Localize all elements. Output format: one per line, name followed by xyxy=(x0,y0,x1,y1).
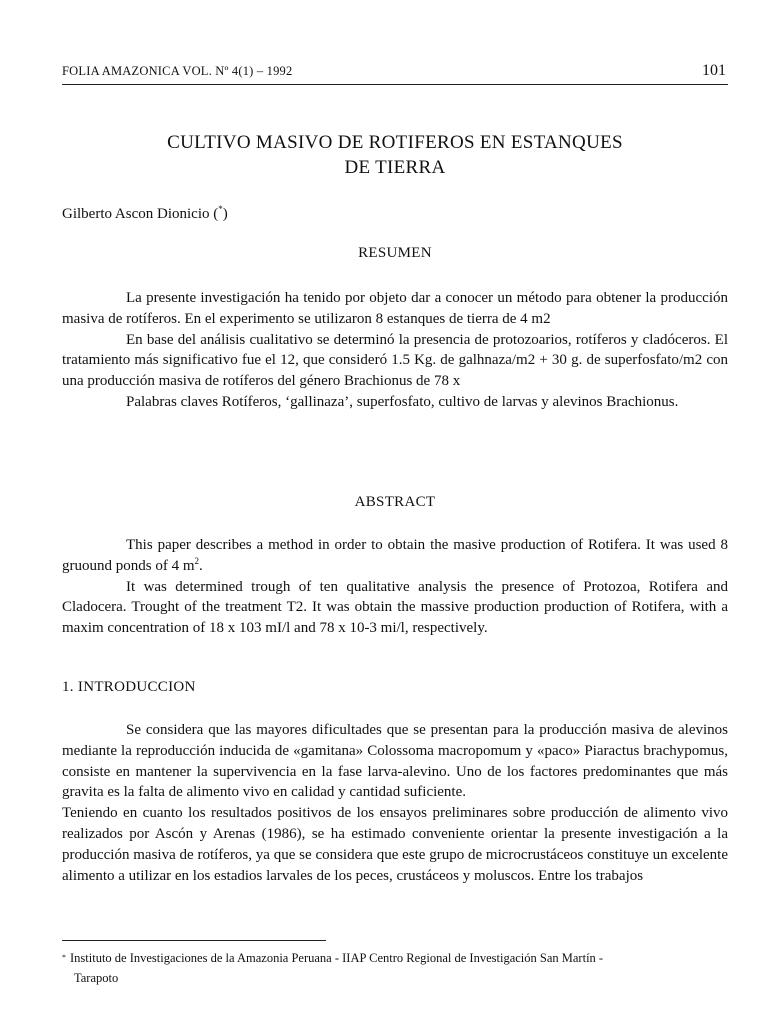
footnote-text-1: Instituto de Investigaciones de la Amazonia Peruana - IIAP Centro Regional de Investigación San Martín - xyxy=(70,951,604,965)
footnote-line-1 xyxy=(62,948,728,968)
introduccion-heading: 1. INTRODUCCION xyxy=(62,679,196,695)
running-header xyxy=(62,62,728,85)
abstract-p1-end: . xyxy=(199,557,203,574)
journal-citation: FOLIA AMAZONICA VOL. Nº 4(1) – 1992 xyxy=(62,64,293,78)
title-line-2: DE TIERRA xyxy=(344,157,446,178)
resumen-keywords: Palabras claves Rotíferos, ‘gallinaza’, superfosfato, cultivo de larvas y alevinos Brachionus. xyxy=(126,393,679,410)
abstract-p1-text: This paper describes a method in order to obtain the masive production of Rotifera. It was used 8 gruound ponds of 4 m xyxy=(62,537,728,574)
footnote xyxy=(62,948,728,988)
author-close: ) xyxy=(222,206,228,222)
introduccion-paragraph-1: Se considera que las mayores dificultades que se presentan para la producción masiva de alevinos mediante la reproducción inducida de «gamitana» Colossoma macropomum y «paco» Piaractus brachypomus, consiste en mantener la supervivencia en la fase larva-alevino. Uno de los factores predominantes que más gravita es la falta de alimento vivo en calidad y cantidad suficiente. xyxy=(62,722,728,801)
resumen-paragraph-2: En base del análisis cualitativo se determinó la presencia de protozoarios, rotíferos y cladóceros. El tratamiento más significativo fue el 12, que consideró 1.5 Kg. de galhnaza/m2 + 30 g. de superfosfato/m2 con una producción masiva de rotíferos del género Brachionus de 78 x xyxy=(62,331,728,390)
paper-title xyxy=(62,130,728,180)
abstract-body xyxy=(62,535,728,639)
abstract-paragraph-1 xyxy=(62,535,728,577)
footnote-mark: * xyxy=(62,953,66,962)
introduccion-body xyxy=(62,720,728,886)
author-footnote-mark: * xyxy=(218,204,223,214)
introduccion-paragraph-2: Teniendo en cuanto los resultados positivos de los ensayos preliminares sobre producción de alimento vivo realizados por Ascón y Arenas (1986), se ha estimado conveniente orientar la presente investigación a la producción masiva de rotíferos, ya que se considera que este grupo de microcrustáceos constituye un excelente alimento a utilizar en los estadios larvales de los peces, crustáceos y moluscos. Entre los trabajos xyxy=(62,805,728,884)
author-name: Gilberto Ascon Dionicio ( xyxy=(62,206,219,222)
title-line-1: CULTIVO MASIVO DE ROTIFEROS EN ESTANQUES xyxy=(167,132,623,153)
footnote-rule xyxy=(62,940,326,941)
resumen-heading: RESUMEN xyxy=(358,245,432,261)
footnote-text-2: Tarapoto xyxy=(74,971,119,985)
abstract-p1-superscript: 2 xyxy=(194,555,199,566)
page-number: 101 xyxy=(702,62,726,79)
author-line xyxy=(62,204,228,223)
resumen-body xyxy=(62,288,728,413)
abstract-paragraph-2: It was determined trough of ten qualitative analysis the presence of Protozoa, Rotifera and Cladocera. Trought of the treatment T2. It was obtain the massive production production of Rotifera, with a maxim concentration of 18 x 103 mI/l and 78 x 10-3 mi/l, respectively. xyxy=(62,578,728,637)
resumen-paragraph-1: La presente investigación ha tenido por objeto dar a conocer un método para obtener la producción masiva de rotíferos. En el experimento se utilizaron 8 estanques de tierra de 4 m2 xyxy=(62,290,728,327)
abstract-heading: ABSTRACT xyxy=(354,494,436,510)
